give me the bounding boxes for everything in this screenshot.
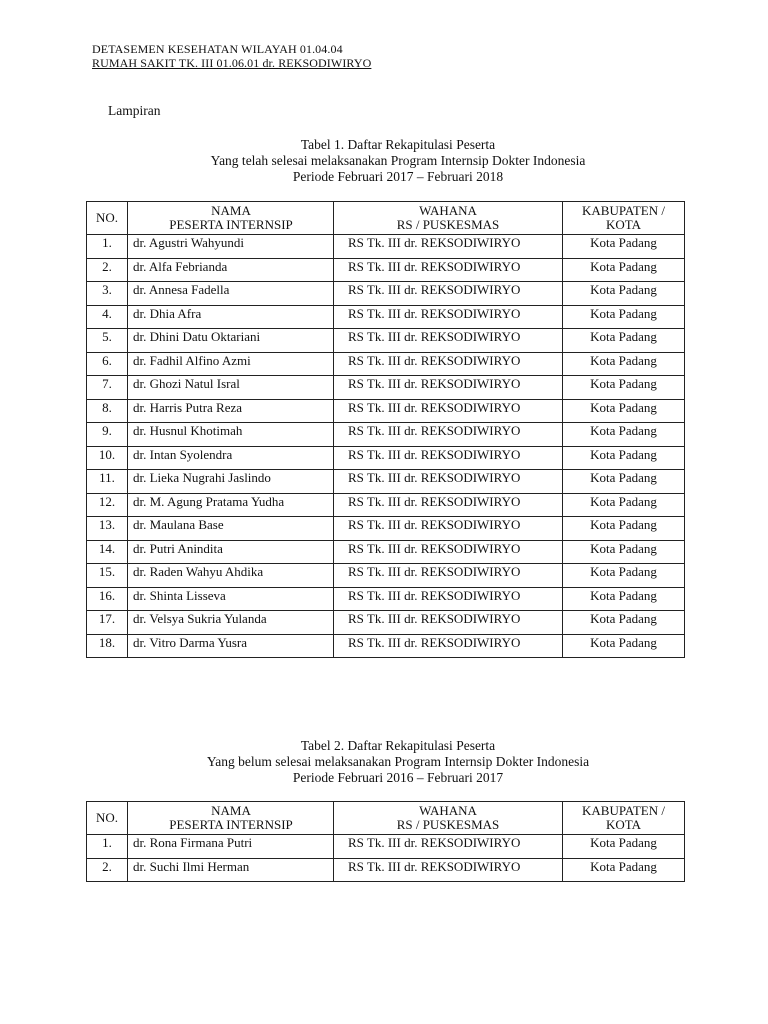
table2-body bbox=[87, 835, 685, 882]
row-no: 18. bbox=[87, 634, 128, 658]
table2-caption-line-3: Periode Februari 2016 – Februari 2017 bbox=[292, 770, 504, 785]
row-nama: dr. Alfa Febrianda bbox=[128, 258, 334, 282]
row-nama: dr. Intan Syolendra bbox=[128, 446, 334, 470]
row-kab: Kota Padang bbox=[563, 446, 685, 470]
col-header-kab bbox=[563, 802, 685, 835]
table1-caption-line-3: Periode Februari 2017 – Februari 2018 bbox=[292, 169, 504, 184]
row-no: 14. bbox=[87, 540, 128, 564]
row-kab: Kota Padang bbox=[563, 235, 685, 259]
row-nama: dr. Maulana Base bbox=[128, 517, 334, 541]
row-nama: dr. Husnul Khotimah bbox=[128, 423, 334, 447]
table-row bbox=[87, 611, 685, 635]
row-wahana: RS Tk. III dr. REKSODIWIRYO bbox=[334, 858, 563, 882]
col-header-no: NO. bbox=[87, 802, 128, 835]
row-no: 3. bbox=[87, 282, 128, 306]
row-kab: Kota Padang bbox=[563, 258, 685, 282]
table-row bbox=[87, 305, 685, 329]
col-header-nama-line-1: NAMA bbox=[211, 803, 251, 818]
row-wahana: RS Tk. III dr. REKSODIWIRYO bbox=[334, 540, 563, 564]
row-nama: dr. Lieka Nugrahi Jaslindo bbox=[128, 470, 334, 494]
table2 bbox=[86, 801, 685, 882]
row-wahana: RS Tk. III dr. REKSODIWIRYO bbox=[334, 258, 563, 282]
row-nama: dr. Ghozi Natul Isral bbox=[128, 376, 334, 400]
table-row bbox=[87, 835, 685, 859]
row-kab: Kota Padang bbox=[563, 858, 685, 882]
col-header-nama-line-2: PESERTA INTERNSIP bbox=[169, 817, 293, 832]
table1-caption-line-2: Yang telah selesai melaksanakan Program Internsip Dokter Indonesia bbox=[210, 153, 586, 168]
row-no: 10. bbox=[87, 446, 128, 470]
row-no: 7. bbox=[87, 376, 128, 400]
row-kab: Kota Padang bbox=[563, 305, 685, 329]
table1-caption bbox=[0, 137, 768, 185]
row-nama: dr. Vitro Darma Yusra bbox=[128, 634, 334, 658]
row-nama: dr. Suchi Ilmi Herman bbox=[128, 858, 334, 882]
row-kab: Kota Padang bbox=[563, 517, 685, 541]
table1-caption-line-1: Tabel 1. Daftar Rekapitulasi Peserta bbox=[300, 137, 496, 152]
col-header-wahana-line-2: RS / PUSKESMAS bbox=[396, 817, 500, 832]
table-row bbox=[87, 282, 685, 306]
row-no: 1. bbox=[87, 835, 128, 859]
row-nama: dr. Rona Firmana Putri bbox=[128, 835, 334, 859]
row-no: 6. bbox=[87, 352, 128, 376]
col-header-kab-line-1: KABUPATEN / bbox=[582, 803, 665, 818]
row-no: 5. bbox=[87, 329, 128, 353]
row-wahana: RS Tk. III dr. REKSODIWIRYO bbox=[334, 305, 563, 329]
row-no: 8. bbox=[87, 399, 128, 423]
row-kab: Kota Padang bbox=[563, 587, 685, 611]
row-nama: dr. Velsya Sukria Yulanda bbox=[128, 611, 334, 635]
row-nama: dr. Fadhil Alfino Azmi bbox=[128, 352, 334, 376]
row-no: 13. bbox=[87, 517, 128, 541]
table-row bbox=[87, 399, 685, 423]
row-no: 11. bbox=[87, 470, 128, 494]
row-wahana: RS Tk. III dr. REKSODIWIRYO bbox=[334, 517, 563, 541]
row-no: 4. bbox=[87, 305, 128, 329]
row-wahana: RS Tk. III dr. REKSODIWIRYO bbox=[334, 282, 563, 306]
row-no: 1. bbox=[87, 235, 128, 259]
row-wahana: RS Tk. III dr. REKSODIWIRYO bbox=[334, 634, 563, 658]
row-nama: dr. Raden Wahyu Ahdika bbox=[128, 564, 334, 588]
row-nama: dr. Agustri Wahyundi bbox=[128, 235, 334, 259]
header-line-2: RUMAH SAKIT TK. III 01.06.01 dr. REKSODIWIRYO bbox=[92, 56, 372, 70]
table-row bbox=[87, 470, 685, 494]
table-row bbox=[87, 858, 685, 882]
col-header-kab-line-2: KOTA bbox=[605, 217, 642, 232]
table-row bbox=[87, 376, 685, 400]
row-wahana: RS Tk. III dr. REKSODIWIRYO bbox=[334, 564, 563, 588]
col-header-kab bbox=[563, 202, 685, 235]
row-kab: Kota Padang bbox=[563, 423, 685, 447]
col-header-wahana-line-1: WAHANA bbox=[419, 203, 477, 218]
row-nama: dr. Putri Anindita bbox=[128, 540, 334, 564]
row-kab: Kota Padang bbox=[563, 352, 685, 376]
row-wahana: RS Tk. III dr. REKSODIWIRYO bbox=[334, 470, 563, 494]
row-wahana: RS Tk. III dr. REKSODIWIRYO bbox=[334, 329, 563, 353]
row-wahana: RS Tk. III dr. REKSODIWIRYO bbox=[334, 423, 563, 447]
table2-caption-line-2: Yang belum selesai melaksanakan Program Internsip Dokter Indonesia bbox=[206, 754, 590, 769]
row-nama: dr. Dhini Datu Oktariani bbox=[128, 329, 334, 353]
row-no: 9. bbox=[87, 423, 128, 447]
col-header-wahana bbox=[334, 202, 563, 235]
row-kab: Kota Padang bbox=[563, 611, 685, 635]
col-header-nama bbox=[128, 802, 334, 835]
row-wahana: RS Tk. III dr. REKSODIWIRYO bbox=[334, 352, 563, 376]
row-kab: Kota Padang bbox=[563, 493, 685, 517]
row-no: 15. bbox=[87, 564, 128, 588]
row-no: 16. bbox=[87, 587, 128, 611]
row-no: 2. bbox=[87, 858, 128, 882]
col-header-kab-line-2: KOTA bbox=[605, 817, 642, 832]
row-kab: Kota Padang bbox=[563, 470, 685, 494]
row-nama: dr. Annesa Fadella bbox=[128, 282, 334, 306]
col-header-no: NO. bbox=[87, 202, 128, 235]
row-nama: dr. M. Agung Pratama Yudha bbox=[128, 493, 334, 517]
table1 bbox=[86, 201, 685, 658]
table-row bbox=[87, 493, 685, 517]
row-kab: Kota Padang bbox=[563, 282, 685, 306]
col-header-nama bbox=[128, 202, 334, 235]
table1-body bbox=[87, 235, 685, 658]
row-nama: dr. Harris Putra Reza bbox=[128, 399, 334, 423]
table-row bbox=[87, 634, 685, 658]
row-kab: Kota Padang bbox=[563, 835, 685, 859]
row-kab: Kota Padang bbox=[563, 329, 685, 353]
col-header-nama-line-1: NAMA bbox=[211, 203, 251, 218]
table-row bbox=[87, 235, 685, 259]
table-row bbox=[87, 423, 685, 447]
row-kab: Kota Padang bbox=[563, 564, 685, 588]
row-wahana: RS Tk. III dr. REKSODIWIRYO bbox=[334, 611, 563, 635]
header-line-1: DETASEMEN KESEHATAN WILAYAH 01.04.04 bbox=[92, 42, 343, 56]
col-header-nama-line-2: PESERTA INTERNSIP bbox=[169, 217, 293, 232]
row-kab: Kota Padang bbox=[563, 634, 685, 658]
row-kab: Kota Padang bbox=[563, 540, 685, 564]
row-wahana: RS Tk. III dr. REKSODIWIRYO bbox=[334, 493, 563, 517]
table-row bbox=[87, 329, 685, 353]
table-row bbox=[87, 258, 685, 282]
row-nama: dr. Dhia Afra bbox=[128, 305, 334, 329]
table1-header-row bbox=[87, 202, 685, 235]
row-kab: Kota Padang bbox=[563, 399, 685, 423]
row-no: 2. bbox=[87, 258, 128, 282]
row-wahana: RS Tk. III dr. REKSODIWIRYO bbox=[334, 235, 563, 259]
row-wahana: RS Tk. III dr. REKSODIWIRYO bbox=[334, 835, 563, 859]
table-row bbox=[87, 587, 685, 611]
col-header-wahana-line-2: RS / PUSKESMAS bbox=[396, 217, 500, 232]
col-header-wahana-line-1: WAHANA bbox=[419, 803, 477, 818]
lampiran-label: Lampiran bbox=[108, 103, 161, 118]
row-wahana: RS Tk. III dr. REKSODIWIRYO bbox=[334, 399, 563, 423]
table-row bbox=[87, 352, 685, 376]
table-row bbox=[87, 446, 685, 470]
col-header-wahana bbox=[334, 802, 563, 835]
table2-caption bbox=[0, 738, 768, 786]
table-row bbox=[87, 540, 685, 564]
table-row bbox=[87, 564, 685, 588]
row-no: 12. bbox=[87, 493, 128, 517]
row-kab: Kota Padang bbox=[563, 376, 685, 400]
row-wahana: RS Tk. III dr. REKSODIWIRYO bbox=[334, 376, 563, 400]
row-wahana: RS Tk. III dr. REKSODIWIRYO bbox=[334, 446, 563, 470]
col-header-kab-line-1: KABUPATEN / bbox=[582, 203, 665, 218]
table2-header-row bbox=[87, 802, 685, 835]
row-wahana: RS Tk. III dr. REKSODIWIRYO bbox=[334, 587, 563, 611]
row-nama: dr. Shinta Lisseva bbox=[128, 587, 334, 611]
table2-caption-line-1: Tabel 2. Daftar Rekapitulasi Peserta bbox=[300, 738, 496, 753]
table-row bbox=[87, 517, 685, 541]
row-no: 17. bbox=[87, 611, 128, 635]
